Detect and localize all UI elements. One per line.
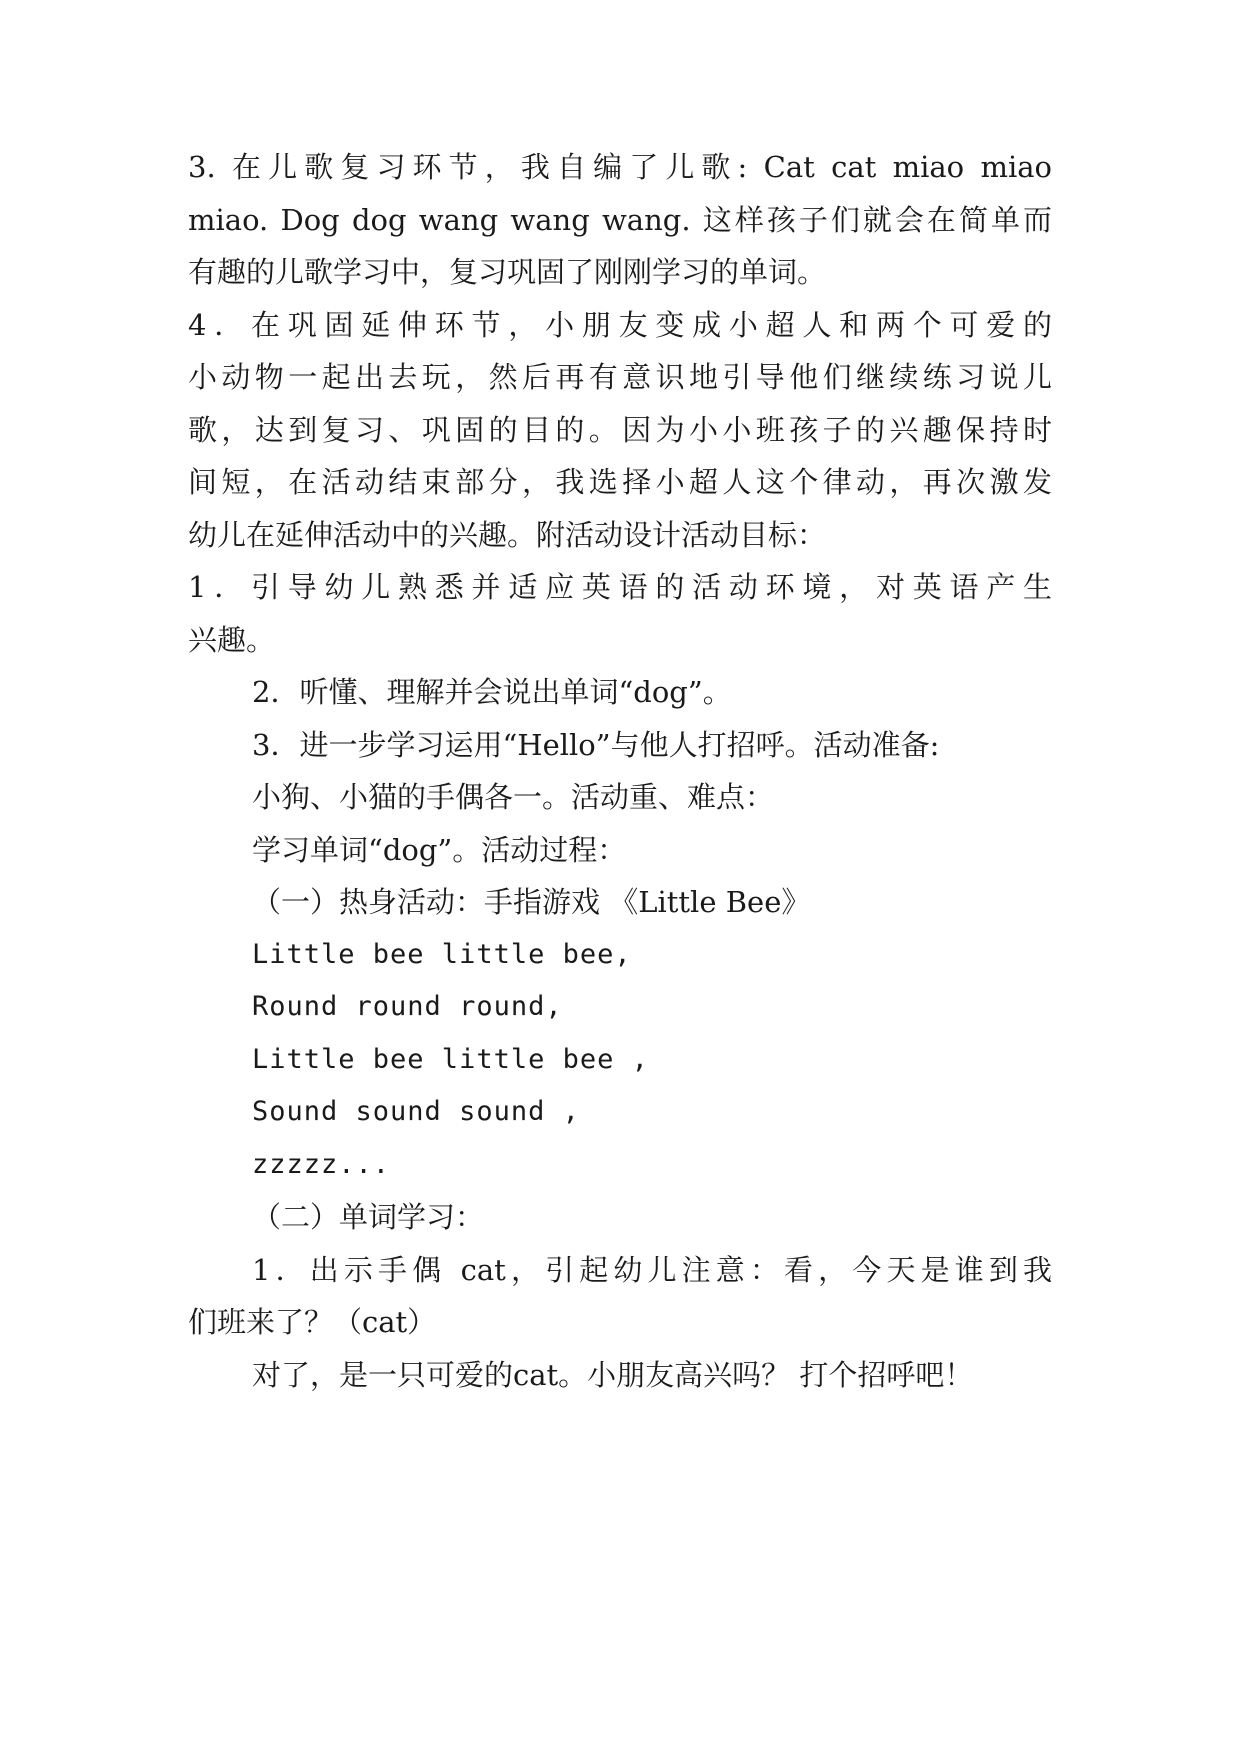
paragraph-line: 3. 在儿歌复习环节，我自编了儿歌: Cat cat miao miao [188, 150, 1052, 184]
section-heading: （一）热身活动：手指游戏 《Little Bee》 [252, 885, 811, 919]
paragraph-line: miao. Dog dog wang wang wang. 这样孩子们就会在简单而 [188, 203, 1052, 237]
paragraph-line: 1．出示手偶 cat，引起幼儿注意：看，今天是谁到我 [252, 1253, 1052, 1287]
paragraph-line: 小动物一起出去玩，然后再有意识地引导他们继续练习说儿 [188, 360, 1052, 394]
rhyme-line: Little bee little bee , [252, 1044, 649, 1075]
paragraph-line: 学习单词“dog”。活动过程： [252, 833, 627, 867]
paragraph-line: 对了，是一只可爱的cat。小朋友高兴吗？ 打个招呼吧！ [252, 1358, 974, 1392]
paragraph-line: 小狗、小猫的手偶各一。活动重、难点： [252, 780, 775, 814]
paragraph-line: 幼儿在延伸活动中的兴趣。附活动设计活动目标： [188, 518, 827, 552]
paragraph-line: 间短，在活动结束部分，我选择小超人这个律动，再次激发 [188, 465, 1052, 499]
section-heading: （二）单词学习： [252, 1200, 485, 1234]
rhyme-line: Sound sound sound , [252, 1096, 580, 1127]
paragraph-line: 有趣的儿歌学习中，复习巩固了刚刚学习的单词。 [188, 255, 827, 289]
paragraph-line: 3．进一步学习运用“Hello”与他人打招呼。活动准备: [252, 728, 940, 762]
paragraph-line: 2．听懂、理解并会说出单词“dog”。 [252, 675, 732, 709]
paragraph-line: 歌，达到复习、巩固的目的。因为小小班孩子的兴趣保持时 [188, 413, 1052, 447]
paragraph-line: 1．引导幼儿熟悉并适应英语的活动环境，对英语产生 [188, 570, 1052, 604]
rhyme-line: Little bee little bee, [252, 939, 632, 970]
paragraph-line: 4．在巩固延伸环节，小朋友变成小超人和两个可爱的 [188, 308, 1052, 342]
rhyme-line: Round round round, [252, 991, 563, 1022]
rhyme-line: zzzzz... [252, 1149, 391, 1180]
paragraph-line: 兴趣。 [188, 623, 276, 657]
paragraph-line: 们班来了？（cat） [188, 1305, 437, 1339]
